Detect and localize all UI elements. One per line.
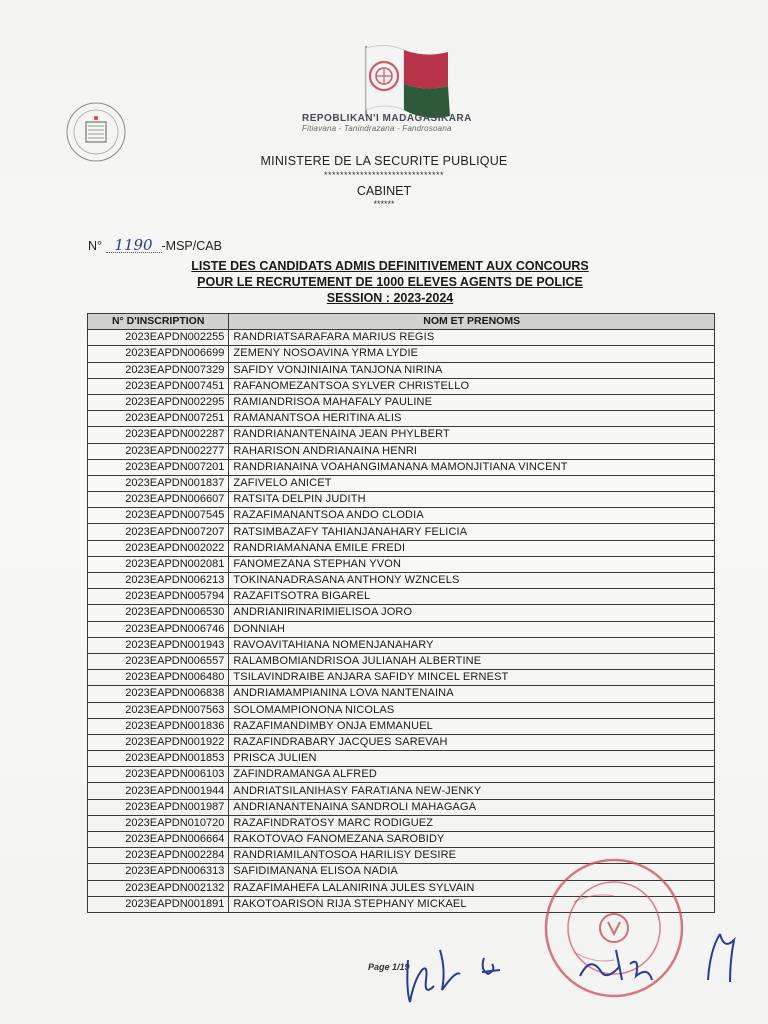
candidate-name: ZEMENY NOSOAVINA YRMA LYDIE (229, 346, 715, 362)
candidate-name: RAKOTOARISON RIJA STEPHANY MICKAEL (229, 896, 715, 912)
candidate-name: RAZAFITSOTRA BIGAREL (229, 589, 715, 605)
candidate-name: FANOMEZANA STEPHAN YVON (229, 556, 715, 572)
table-row (88, 459, 715, 475)
registration-number: 2023EAPDN002295 (88, 394, 229, 410)
table-row (88, 443, 715, 459)
column-header-registration: N° D'INSCRIPTION (88, 314, 229, 330)
table-row (88, 427, 715, 443)
table-row (88, 621, 715, 637)
document-title (0, 258, 768, 306)
table-row (88, 362, 715, 378)
candidate-name: RAFANOMEZANTSOA SYLVER CHRISTELLO (229, 378, 715, 394)
registration-number: 2023EAPDN002022 (88, 540, 229, 556)
candidate-name: RAMANANTSOA HERITINA ALIS (229, 411, 715, 427)
table-row (88, 540, 715, 556)
title-line-3: SESSION : 2023-2024 (326, 291, 454, 305)
candidate-name: RANDRIAMILANTOSOA HARILISY DESIRE (229, 848, 715, 864)
registration-number: 2023EAPDN010720 (88, 815, 229, 831)
table-row (88, 734, 715, 750)
office-stars: ****** (373, 199, 395, 209)
registration-number: 2023EAPDN006838 (88, 686, 229, 702)
registration-number: 2023EAPDN002287 (88, 427, 229, 443)
table-row (88, 815, 715, 831)
registration-number: 2023EAPDN001836 (88, 718, 229, 734)
candidate-name: RAZAFIMANDIMBY ONJA EMMANUEL (229, 718, 715, 734)
republic-name: REPOBLIKAN'I MADAGASIKARA (302, 113, 472, 124)
registration-number: 2023EAPDN006480 (88, 670, 229, 686)
registration-number: 2023EAPDN001891 (88, 896, 229, 912)
table-row (88, 702, 715, 718)
registration-number: 2023EAPDN006557 (88, 653, 229, 669)
candidate-name: RATSIMBAZAFY TAHIANJANAHARY FELICIA (229, 524, 715, 540)
candidate-name: ANDRIANANTENAINA SANDROLI MAHAGAGA (229, 799, 715, 815)
republic-motto: Fitiavana - Tanindrazana - Fandrosoana (302, 124, 452, 133)
table-row (88, 492, 715, 508)
title-line-1: LISTE DES CANDIDATS ADMIS DEFINITIVEMENT AUX CONCOURS (191, 259, 589, 273)
column-header-name: NOM ET PRENOMS (229, 314, 715, 330)
candidate-name: RANDRIANAINA VOAHANGIMANANA MAMONJITIANA VINCENT (229, 459, 715, 475)
registration-number: 2023EAPDN002255 (88, 330, 229, 346)
candidate-name: SAFIDY VONJINIAINA TANJONA NIRINA (229, 362, 715, 378)
candidate-name: ZAFINDRAMANGA ALFRED (229, 767, 715, 783)
registration-number: 2023EAPDN007201 (88, 459, 229, 475)
table-row (88, 832, 715, 848)
table-row (88, 346, 715, 362)
candidate-name: RAHARISON ANDRIANAINA HENRI (229, 443, 715, 459)
signature-left-icon (400, 940, 520, 1010)
table-row (88, 751, 715, 767)
candidate-name: RATSITA DELPIN JUDITH (229, 492, 715, 508)
registration-number: 2023EAPDN006607 (88, 492, 229, 508)
table-row (88, 508, 715, 524)
table-header-row (88, 314, 715, 330)
table-row (88, 378, 715, 394)
table-row (88, 653, 715, 669)
ministry-stars: ****************************** (323, 170, 445, 180)
title-line-2: POUR LE RECRUTEMENT DE 1000 ELEVES AGENTS DE POLICE (197, 275, 583, 289)
registration-number: 2023EAPDN002132 (88, 880, 229, 896)
candidate-name: SOLOMAMPIONONA NICOLAS (229, 702, 715, 718)
reference-number (88, 238, 222, 253)
reference-suffix: -MSP/CAB (161, 239, 222, 253)
candidate-name: TSILAVINDRAIBE ANJARA SAFIDY MINCEL ERNEST (229, 670, 715, 686)
registration-number: 2023EAPDN001853 (88, 751, 229, 767)
registration-number: 2023EAPDN001922 (88, 734, 229, 750)
table-row (88, 330, 715, 346)
page-total-fragment: 9 (404, 962, 410, 972)
table-row (88, 670, 715, 686)
signature-mark-icon (700, 930, 740, 990)
candidate-name: SAFIDIMANANA ELISOA NADIA (229, 864, 715, 880)
table-row (88, 637, 715, 653)
candidate-name: RAZAFIMANANTSOA ANDO CLODIA (229, 508, 715, 524)
registration-number: 2023EAPDN006213 (88, 573, 229, 589)
registration-number: 2023EAPDN002277 (88, 443, 229, 459)
candidate-name: PRISCA JULIEN (229, 751, 715, 767)
candidate-name: RANDRIANANTENAINA JEAN PHYLBERT (229, 427, 715, 443)
table-row (88, 573, 715, 589)
candidate-name: ANDRIATSILANIHASY FARATIANA NEW-JENKY (229, 783, 715, 799)
table-row (88, 718, 715, 734)
table-row (88, 589, 715, 605)
ministry-name: MINISTERE DE LA SECURITE PUBLIQUE (260, 154, 508, 168)
table-row (88, 475, 715, 491)
registration-number: 2023EAPDN007563 (88, 702, 229, 718)
candidate-name: TOKINANADRASANA ANTHONY WZNCELS (229, 573, 715, 589)
table-row (88, 524, 715, 540)
candidate-name: ANDRIAMAMPIANINA LOVA NANTENAINA (229, 686, 715, 702)
registration-number: 2023EAPDN001943 (88, 637, 229, 653)
candidate-name: ZAFIVELO ANICET (229, 475, 715, 491)
registration-number: 2023EAPDN002284 (88, 848, 229, 864)
registration-number: 2023EAPDN006746 (88, 621, 229, 637)
table-row (88, 783, 715, 799)
registration-number: 2023EAPDN001837 (88, 475, 229, 491)
office-name: CABINET (356, 184, 412, 198)
registration-number: 2023EAPDN006664 (88, 832, 229, 848)
candidates-table (87, 313, 715, 913)
registration-number: 2023EAPDN001944 (88, 783, 229, 799)
candidate-name: RANDRIATSARAFARA MARIUS REGIS (229, 330, 715, 346)
registration-number: 2023EAPDN006699 (88, 346, 229, 362)
candidate-name: RAZAFINDRATOSY MARC RODIGUEZ (229, 815, 715, 831)
registration-number: 2023EAPDN006313 (88, 864, 229, 880)
candidate-name: ANDRIANIRINARIMIELISOA JORO (229, 605, 715, 621)
candidate-name: RANDRIAMANANA EMILE FREDI (229, 540, 715, 556)
candidate-name: RAVOAVITAHIANA NOMENJANAHARY (229, 637, 715, 653)
table-row (88, 411, 715, 427)
registration-number: 2023EAPDN007207 (88, 524, 229, 540)
registration-number: 2023EAPDN002081 (88, 556, 229, 572)
registration-number: 2023EAPDN001987 (88, 799, 229, 815)
candidate-name: DONNIAH (229, 621, 715, 637)
registration-number: 2023EAPDN007545 (88, 508, 229, 524)
reference-handwritten-number: 1190 (106, 238, 162, 253)
registration-number: 2023EAPDN006103 (88, 767, 229, 783)
reference-prefix: N° (88, 239, 103, 253)
registration-number: 2023EAPDN005794 (88, 589, 229, 605)
candidate-name: RAKOTOVAO FANOMEZANA SAROBIDY (229, 832, 715, 848)
candidate-name: RAZAFIMAHEFA LALANIRINA JULES SYLVAIN (229, 880, 715, 896)
registration-number: 2023EAPDN007451 (88, 378, 229, 394)
candidate-name: RAMIANDRISOA MAHAFALY PAULINE (229, 394, 715, 410)
registration-number: 2023EAPDN007251 (88, 411, 229, 427)
candidate-name: RAZAFINDRABARY JACQUES SAREVAH (229, 734, 715, 750)
signature-right-icon (570, 936, 690, 1006)
table-row (88, 686, 715, 702)
table-row (88, 767, 715, 783)
table-row (88, 799, 715, 815)
table-row (88, 605, 715, 621)
candidate-name: RALAMBOMIANDRISOA JULIANAH ALBERTINE (229, 653, 715, 669)
registration-number: 2023EAPDN006530 (88, 605, 229, 621)
registration-number: 2023EAPDN007329 (88, 362, 229, 378)
table-row (88, 394, 715, 410)
table-row (88, 556, 715, 572)
page-label: Page 1/1 (368, 962, 405, 972)
